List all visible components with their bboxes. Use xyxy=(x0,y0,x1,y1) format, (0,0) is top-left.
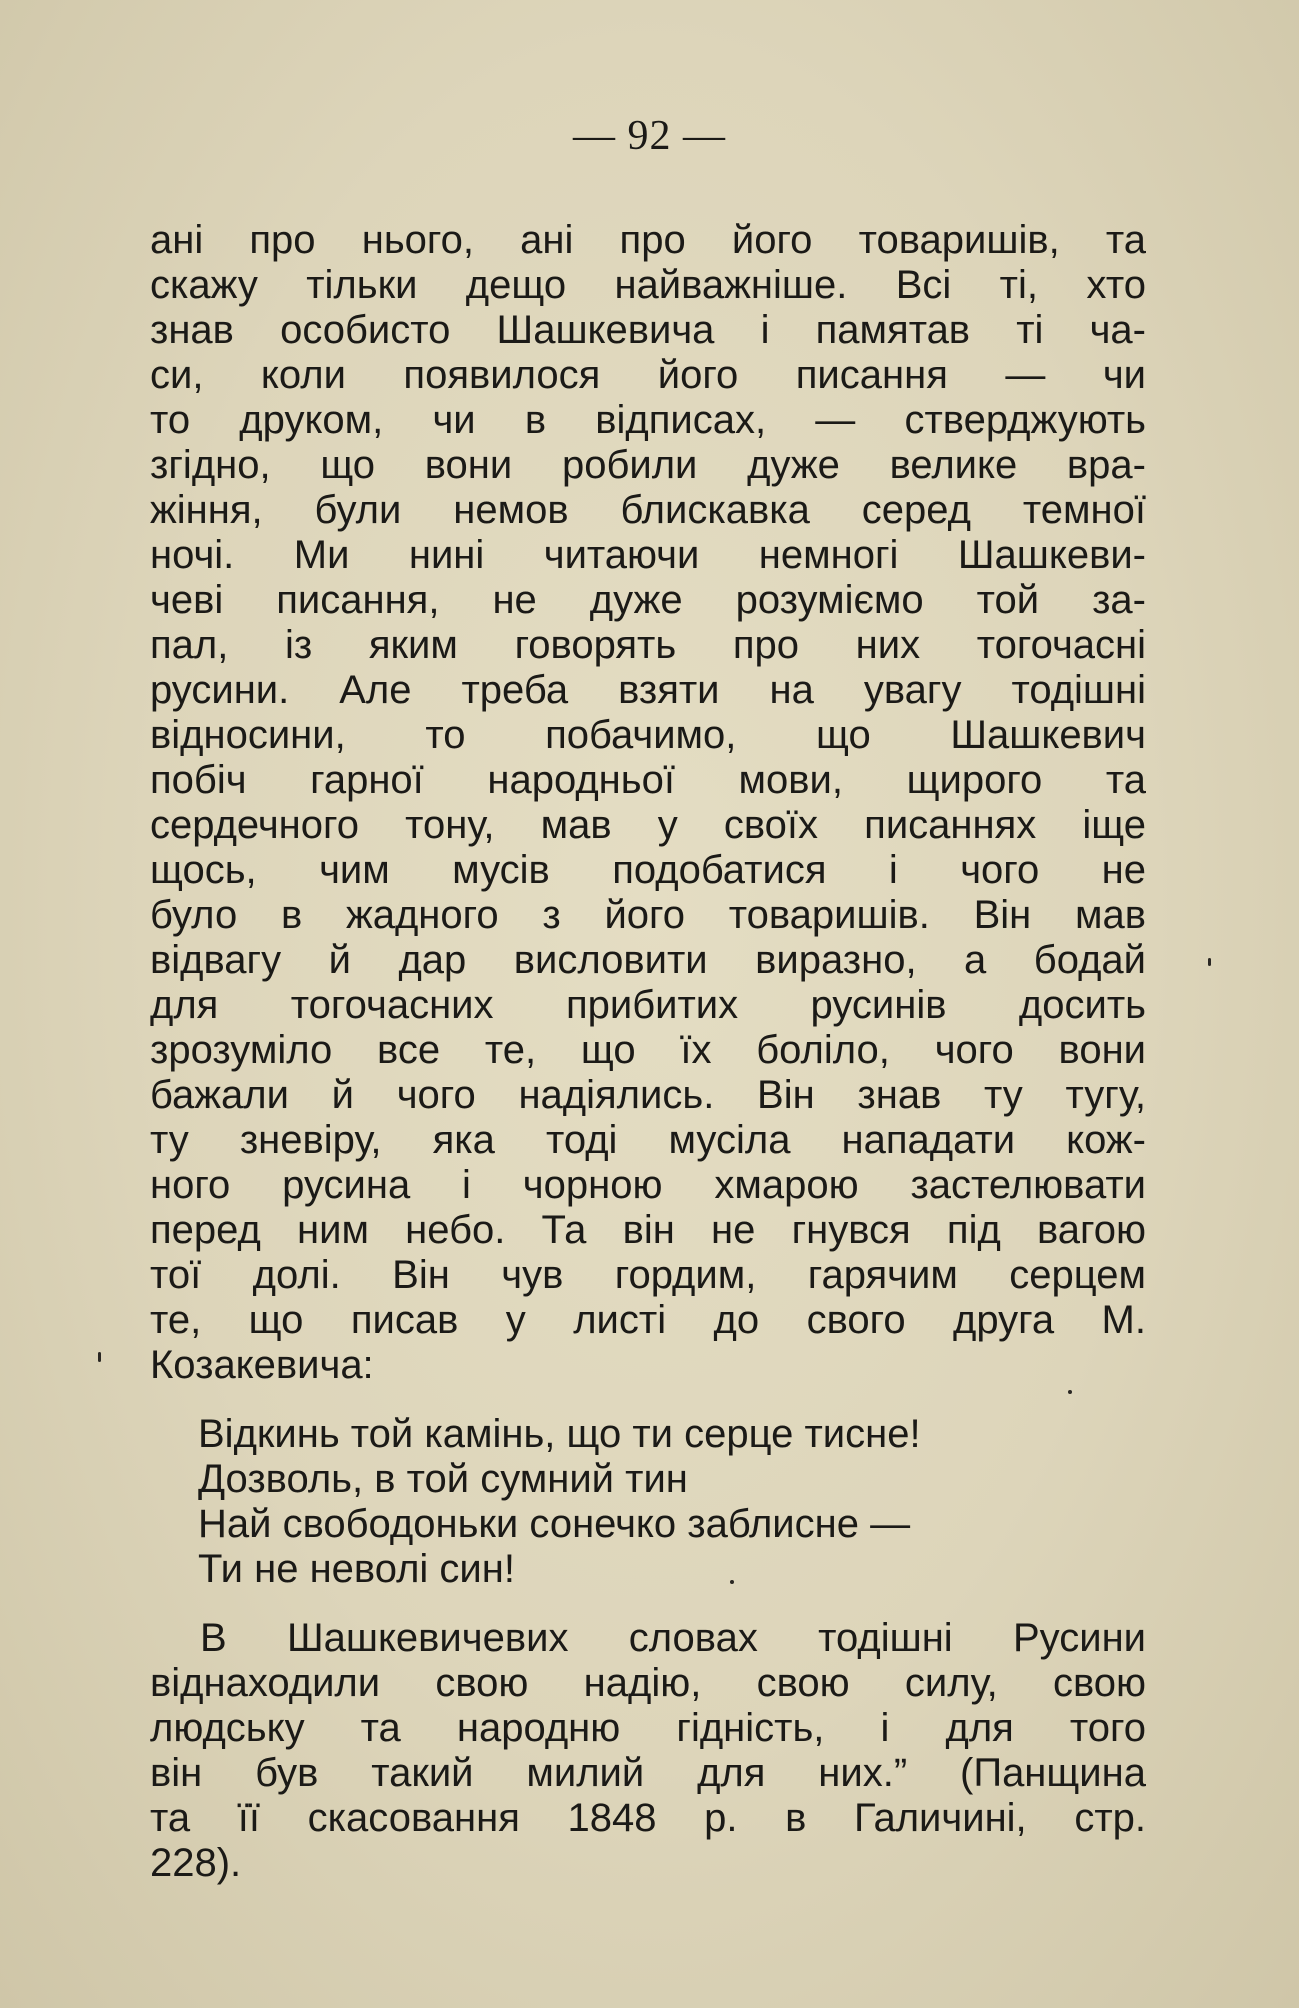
text-line: ночі. Ми нині читаючи немногі Шашкеви- xyxy=(150,533,1146,577)
poem-line: Ти не неволі син! xyxy=(198,1547,515,1591)
paragraph-1 xyxy=(150,218,1146,1388)
text-line: віднаходили свою надію, свою силу, свою xyxy=(150,1661,1146,1705)
text-line: згідно, що вони робили дуже велике вра- xyxy=(150,443,1146,487)
text-line: си, коли появилося його писання — чи xyxy=(150,353,1146,397)
text-line: чеві писання, не дуже розуміємо той за- xyxy=(150,578,1146,622)
text-line: пал, із яким говорять про них тогочасні xyxy=(150,623,1146,667)
text-line: те, що писав у листі до свого друга М. xyxy=(150,1298,1146,1342)
text-line: В Шашкевичевих словах тодішні Русини xyxy=(200,1616,1146,1660)
text-line: скажу тільки дещо найважніше. Всі ті, хто xyxy=(150,263,1146,307)
text-line: знав особисто Шашкевича і памятав ті ча- xyxy=(150,308,1146,352)
text-line: побіч гарної народньої мови, щирого та xyxy=(150,758,1146,802)
text-line: для тогочасних прибитих русинів досить xyxy=(150,983,1146,1027)
text-line: то друком, чи в відписах, — стверджують xyxy=(150,398,1146,442)
text-line: русини. Але треба взяти на увагу тодішні xyxy=(150,668,1146,712)
text-line: щось, чим мусів подобатися і чого не xyxy=(150,848,1146,892)
text-line: відносини, то побачимо, що Шашкевич xyxy=(150,713,1146,757)
print-speck xyxy=(98,1352,101,1362)
text-line: жіння, були немов блискавка серед темної xyxy=(150,488,1146,532)
text-line: тої долі. Він чув гордим, гарячим серцем xyxy=(150,1253,1146,1297)
text-line: він був такий милий для них.” (Панщина xyxy=(150,1751,1146,1795)
text-line: бажали й чого надіялись. Він знав ту тугу, xyxy=(150,1073,1146,1117)
text-line: було в жадного з його товаришів. Він мав xyxy=(150,893,1146,937)
paragraph-2 xyxy=(150,1616,1146,1886)
page-number: — 92 — xyxy=(573,113,726,159)
text-line: відвагу й дар висловити виразно, а бодай xyxy=(150,938,1146,982)
text-line: людську та народню гідність, і для того xyxy=(150,1706,1146,1750)
print-speck xyxy=(730,1580,734,1584)
text-line: ного русина і чорною хмарою застелювати xyxy=(150,1163,1146,1207)
text-line: 228). xyxy=(150,1841,242,1885)
poem-quote xyxy=(198,1412,1158,1592)
poem-line: Дозволь, в той сумний тин xyxy=(198,1457,688,1501)
text-line: ту зневіру, яка тоді мусіла нападати кож- xyxy=(150,1118,1146,1162)
poem-line: Най свободоньки сонечко заблисне — xyxy=(198,1502,911,1546)
text-line: Козакевича: xyxy=(150,1343,374,1387)
print-speck xyxy=(1208,958,1211,966)
text-line: сердечного тону, мав у своїх писаннях іще xyxy=(150,803,1146,847)
text-line: перед ним небо. Та він не гнувся під вагою xyxy=(150,1208,1146,1252)
poem-line: Відкинь той камінь, що ти серце тисне! xyxy=(198,1412,921,1456)
text-line: та її скасовання 1848 р. в Галичині, стр. xyxy=(150,1796,1146,1840)
text-line: ані про нього, ані про його товаришів, та xyxy=(150,218,1146,262)
print-speck xyxy=(1068,1390,1072,1394)
text-line: зрозуміло все те, що їх боліло, чого вони xyxy=(150,1028,1146,1072)
